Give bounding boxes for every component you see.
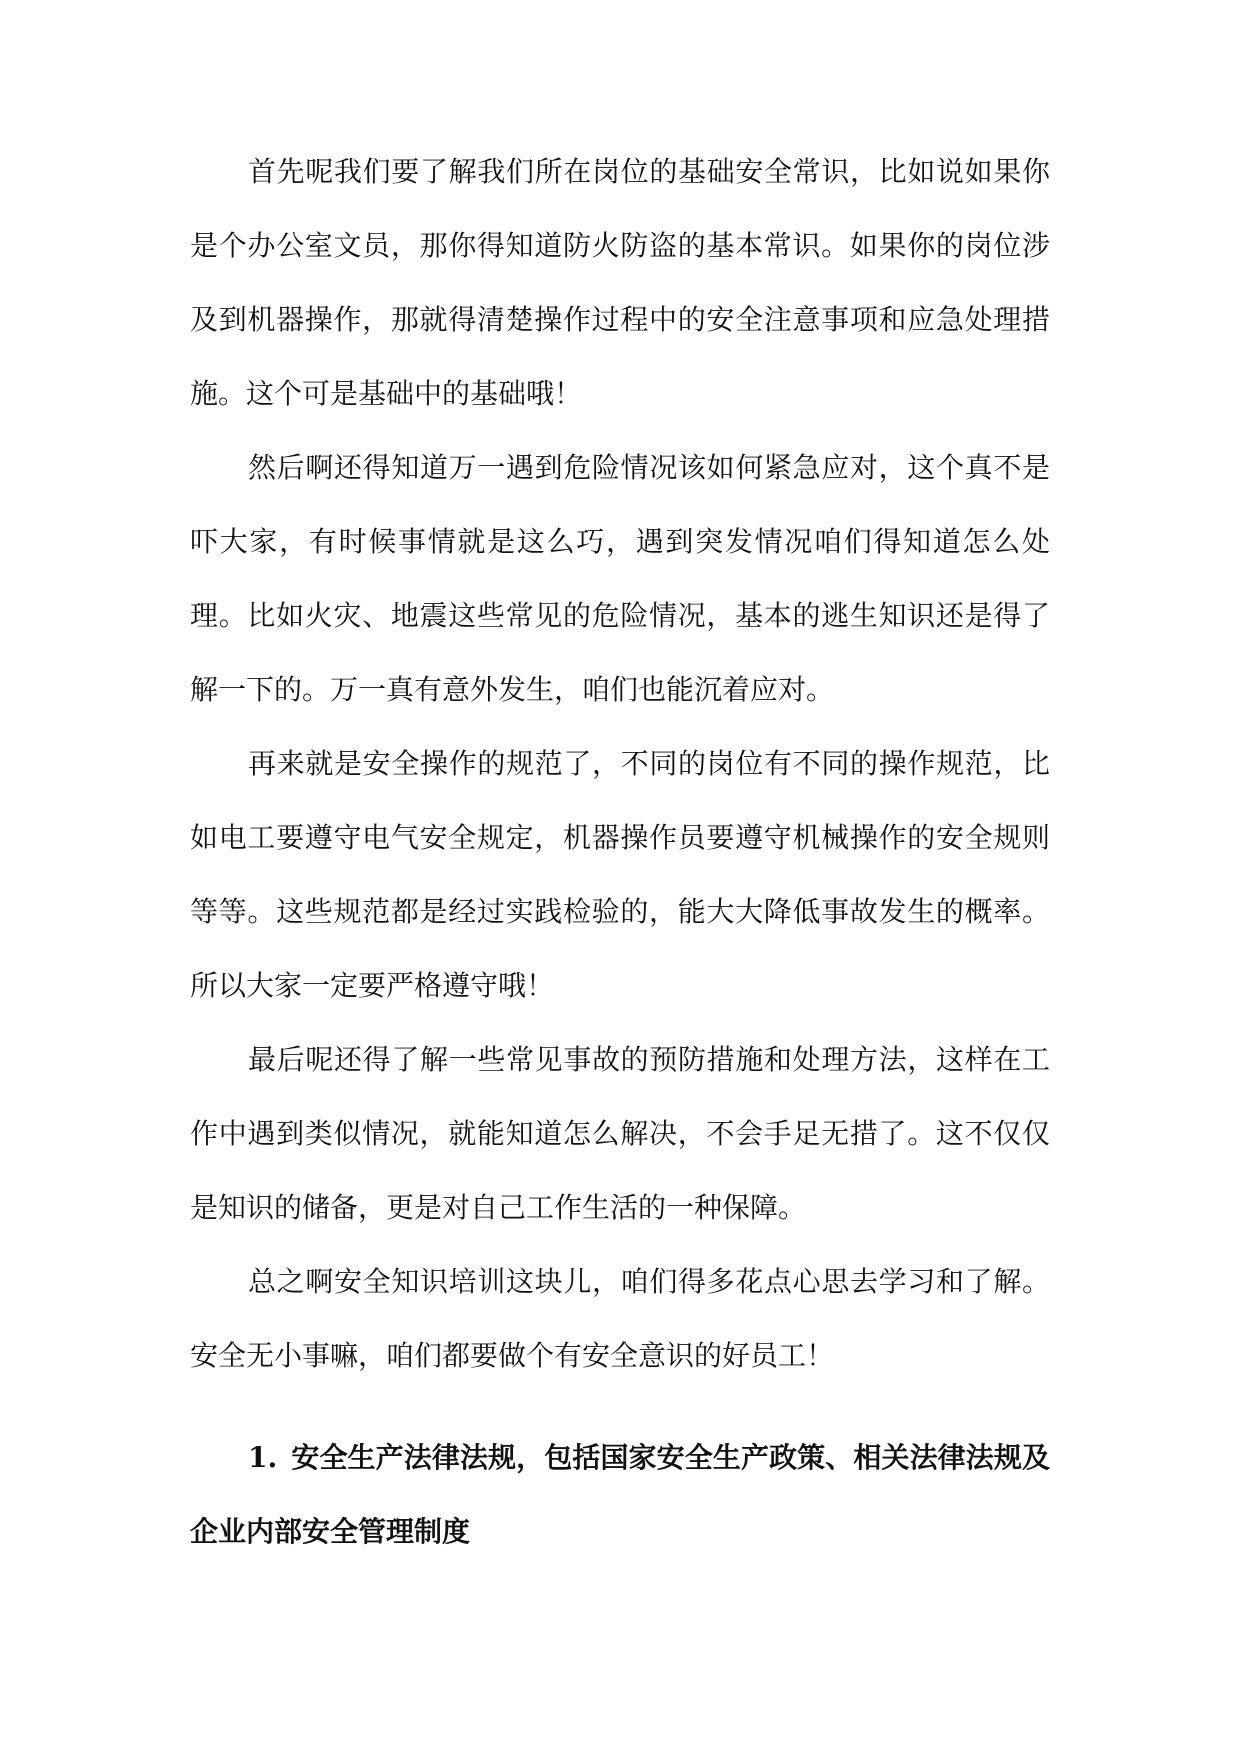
document-body (190, 135, 1050, 1569)
section-heading (190, 1421, 1050, 1569)
paragraph-operating-rules: 再来就是安全操作的规范了，不同的岗位有不同的操作规范，比如电工要遵守电气安全规定，机器操作员要遵守机械操作的安全规则等等。这些规范都是经过实践检验的，能大大降低事故发生的概率。所以大家一定要严格遵守哦！ (190, 747, 1050, 1002)
section-heading-number: 1. (248, 1441, 278, 1474)
paragraph-accident-prevention: 最后呢还得了解一些常见事故的预防措施和处理方法，这样在工作中遇到类似情况，就能知道怎么解决，不会手足无措了。这不仅仅是知识的储备，更是对自己工作生活的一种保障。 (190, 1043, 1050, 1224)
section-heading-text: 安全生产法律法规，包括国家安全生产政策、相关法律法规及企业内部安全管理制度 (190, 1441, 1050, 1548)
paragraph-summary: 总之啊安全知识培训这块儿，咱们得多花点心思去学习和了解。安全无小事嘛，咱们都要做个有安全意识的好员工！ (190, 1265, 1050, 1372)
paragraph-basic-safety: 首先呢我们要了解我们所在岗位的基础安全常识，比如说如果你是个办公室文员，那你得知道防火防盗的基本常识。如果你的岗位涉及到机器操作，那就得清楚操作过程中的安全注意事项和应急处理措施。这个可是基础中的基础哦！ (190, 155, 1050, 410)
paragraph-emergency-response: 然后啊还得知道万一遇到危险情况该如何紧急应对，这个真不是吓大家，有时候事情就是这么巧，遇到突发情况咱们得知道怎么处理。比如火灾、地震这些常见的危险情况，基本的逃生知识还是得了解一下的。万一真有意外发生，咱们也能沉着应对。 (190, 451, 1050, 706)
